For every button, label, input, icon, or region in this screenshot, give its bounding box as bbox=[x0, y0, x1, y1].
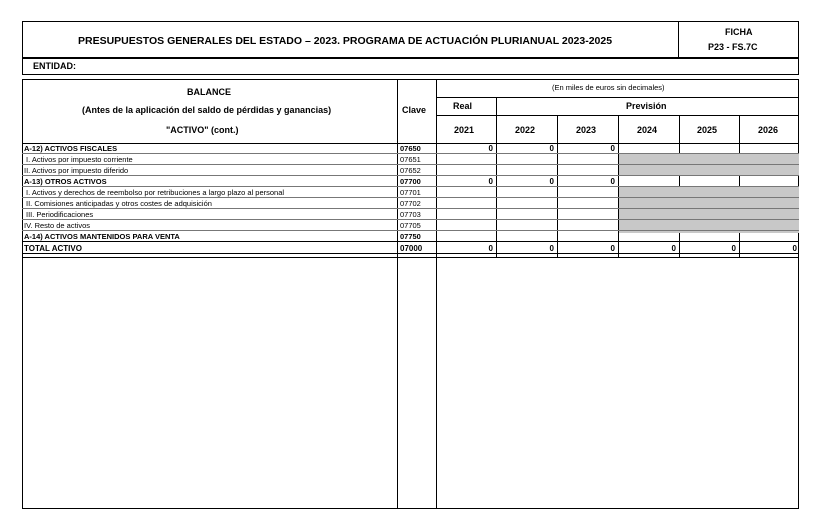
total-value: 0 bbox=[792, 244, 797, 253]
year-2025: 2025 bbox=[697, 125, 718, 135]
year-2022: 2022 bbox=[515, 125, 536, 135]
cell-value: 0 bbox=[549, 177, 554, 186]
row-label: III. Periodificaciones bbox=[26, 210, 94, 219]
row-clave: 07702 bbox=[400, 199, 421, 208]
row-clave: 07703 bbox=[400, 210, 421, 219]
form-sheet bbox=[22, 21, 799, 509]
row-label: I. Activos y derechos de reembolso por retribuciones a largo plazo al personal bbox=[26, 188, 285, 197]
row-label: II. Activos por impuesto diferido bbox=[24, 166, 129, 175]
cell-value: 0 bbox=[488, 177, 493, 186]
total-label: TOTAL ACTIVO bbox=[24, 244, 82, 253]
total-value: 0 bbox=[671, 244, 676, 253]
cell-value: 0 bbox=[549, 144, 554, 153]
balance-subtitle: (Antes de la aplicación del saldo de pérdidas y ganancias) bbox=[82, 105, 332, 115]
year-2021: 2021 bbox=[454, 125, 475, 135]
real-header: Real bbox=[453, 101, 473, 111]
row-clave: 07701 bbox=[400, 188, 421, 197]
total-value: 0 bbox=[488, 244, 493, 253]
form-title: PRESUPUESTOS GENERALES DEL ESTADO – 2023. PROGRAMA DE ACTUACIÓN PLURIANUAL 2023-2025 bbox=[78, 35, 613, 47]
row-clave: 07705 bbox=[400, 221, 421, 230]
balance-title: BALANCE bbox=[187, 87, 231, 97]
year-2024: 2024 bbox=[637, 125, 658, 135]
row-clave: 07700 bbox=[400, 177, 421, 186]
row-label: IV. Resto de activos bbox=[24, 221, 91, 230]
shaded-cells bbox=[619, 187, 799, 233]
year-2026: 2026 bbox=[758, 125, 779, 135]
prevision-header: Previsión bbox=[626, 101, 667, 111]
total-value: 0 bbox=[731, 244, 736, 253]
total-value: 0 bbox=[549, 244, 554, 253]
ficha-code: P23 - FS.7C bbox=[708, 42, 758, 52]
row-label: A-12) ACTIVOS FISCALES bbox=[24, 144, 118, 153]
row-clave: 07651 bbox=[400, 155, 421, 164]
year-2023: 2023 bbox=[576, 125, 597, 135]
entidad-label: ENTIDAD: bbox=[33, 61, 76, 71]
row-clave: 07652 bbox=[400, 166, 421, 175]
row-label: A-13) OTROS ACTIVOS bbox=[24, 177, 107, 186]
row-label: A-14) ACTIVOS MANTENIDOS PARA VENTA bbox=[24, 232, 180, 241]
ficha-label: FICHA bbox=[725, 27, 753, 37]
balance-section: "ACTIVO" (cont.) bbox=[166, 125, 239, 135]
entidad-box bbox=[22, 58, 799, 75]
row-clave: 07650 bbox=[400, 144, 421, 153]
total-value: 0 bbox=[610, 244, 615, 253]
total-clave: 07000 bbox=[400, 244, 423, 253]
units-note: (En miles de euros sin decimales) bbox=[552, 83, 665, 92]
cell-value: 0 bbox=[610, 177, 615, 186]
row-clave: 07750 bbox=[400, 232, 421, 241]
row-label: II. Comisiones anticipadas y otros costes de adquisición bbox=[26, 199, 212, 208]
cell-value: 0 bbox=[610, 144, 615, 153]
row-label: I. Activos por impuesto corriente bbox=[26, 155, 133, 164]
clave-header: Clave bbox=[402, 105, 427, 115]
cell-value: 0 bbox=[488, 144, 493, 153]
